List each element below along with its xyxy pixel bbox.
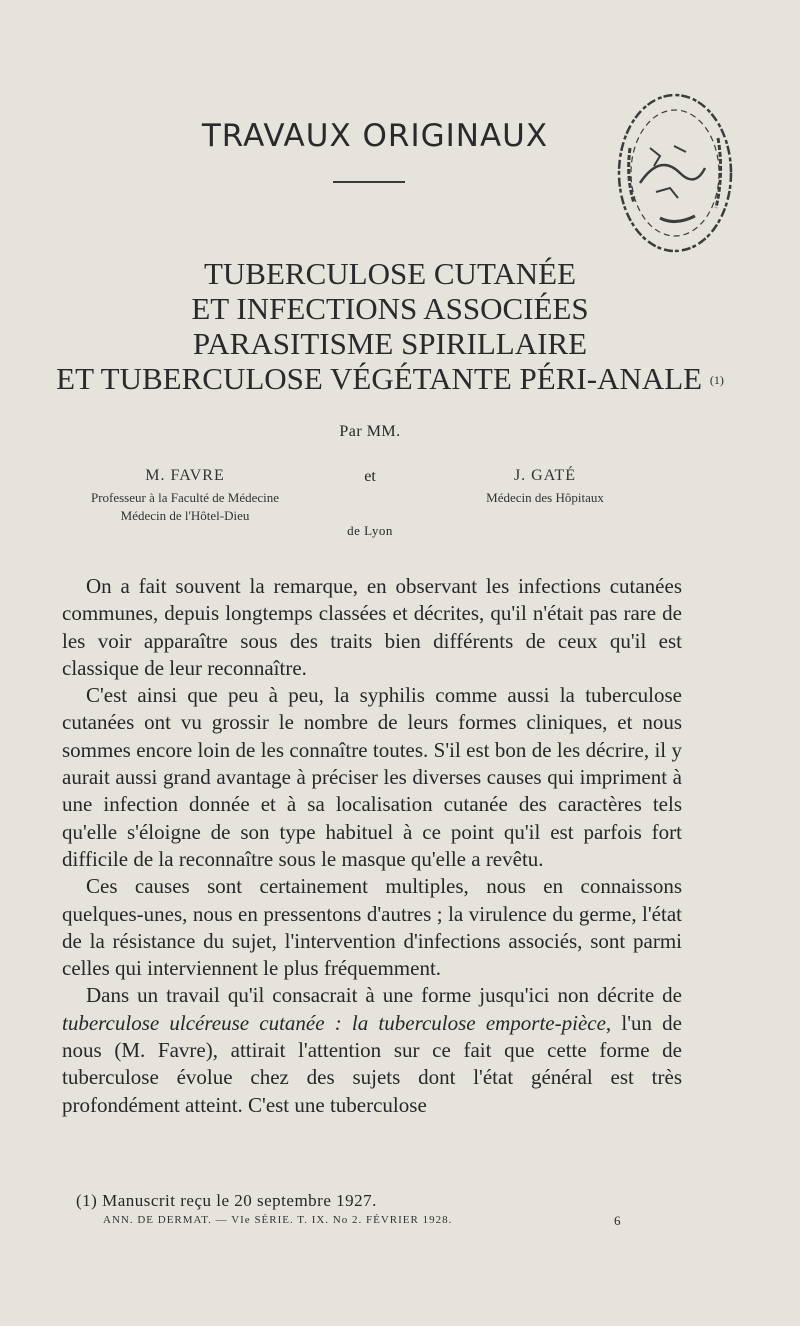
paragraph-text: Dans un travail qu'il consacrait à une forme jusqu'ici non décrite de bbox=[86, 983, 682, 1008]
italic-phrase: tuberculose ulcéreuse cutanée : la tuberculose emporte-pièce bbox=[62, 1010, 606, 1035]
paragraph-text: Ces causes sont certainement multiples, nous en connaissons quelques-unes, nous en pressentons d'autres ; la virulence du germe, l'état de la résistance du sujet, l'intervention d'infections associés, sont parmi celles qui interviennent le plus fréquemment. bbox=[62, 874, 682, 981]
paragraph-text: C'est ainsi que peu à peu, la syphilis comme aussi la tuberculose cutanées ont vu grossir le nombre de leurs formes cliniques, et nous sommes encore loin de les connaître toutes. S'il est bon de les décrire, il y aurait aussi grand avantage à préciser les diverses causes qui impriment à une infection donnée et à sa localisation cutanée des caractères tels qu'elle s'éloigne de son type habituel à ce point qu'il est parfois fort difficile de la reconnaître sous le masque qu'elle a revêtu. bbox=[62, 683, 682, 871]
author-role: Médecin de l'Hôtel-Dieu bbox=[120, 508, 250, 523]
author-gate bbox=[455, 467, 635, 507]
author-city: de Lyon bbox=[347, 523, 393, 538]
paragraph-text: , l'un de nous (M. Favre), attirait l'attention sur ce fait que cette forme de tuberculose évolue chez des sujets dont l'état général est très profondément atteint. C'est une tuberculose bbox=[62, 1010, 682, 1117]
author-role: Médecin des Hôpitaux bbox=[486, 490, 604, 505]
author-role: Professeur à la Faculté de Médecine bbox=[90, 490, 280, 505]
body-paragraph bbox=[62, 873, 682, 982]
page-number: 6 bbox=[614, 1213, 621, 1228]
body-paragraph bbox=[62, 573, 682, 682]
body-paragraph bbox=[62, 682, 682, 873]
article-body bbox=[62, 573, 682, 1119]
author-name: J. GATÉ bbox=[513, 467, 577, 484]
running-footer: ANN. DE DERMAT. — VIe SÉRIE. T. IX. No 2. FÉVRIER 1928. bbox=[103, 1214, 453, 1226]
author-favre bbox=[50, 467, 320, 525]
body-paragraph bbox=[62, 982, 682, 1118]
article-title bbox=[40, 256, 740, 396]
author-name: M. FAVRE bbox=[145, 467, 225, 484]
title-line-with-note bbox=[40, 361, 740, 396]
footnote: (1) Manuscrit reçu le 20 septembre 1927. bbox=[76, 1191, 377, 1210]
heading-divider bbox=[333, 181, 405, 183]
title-line: PARASITISME SPIRILLAIRE bbox=[192, 326, 588, 361]
author-conjunction: et bbox=[364, 468, 376, 485]
section-heading: TRAVAUX ORIGINAUX bbox=[201, 118, 549, 154]
title-line: TUBERCULOSE CUTANÉE bbox=[203, 256, 577, 291]
title-line: ET TUBERCULOSE VÉGÉTANTE PÉRI-ANALE bbox=[56, 361, 703, 396]
title-line: ET INFECTIONS ASSOCIÉES bbox=[191, 291, 589, 326]
library-stamp bbox=[610, 88, 740, 268]
title-note-marker: (1) bbox=[709, 373, 724, 387]
paragraph-text: On a fait souvent la remarque, en observant les infections cutanées communes, depuis longtemps classées et décrites, qu'il n'était pas rare de les voir apparaître sous des traits bien différents de ceux qu'il est classique de leur reconnaître. bbox=[62, 574, 682, 680]
byline: Par MM. bbox=[339, 423, 401, 440]
